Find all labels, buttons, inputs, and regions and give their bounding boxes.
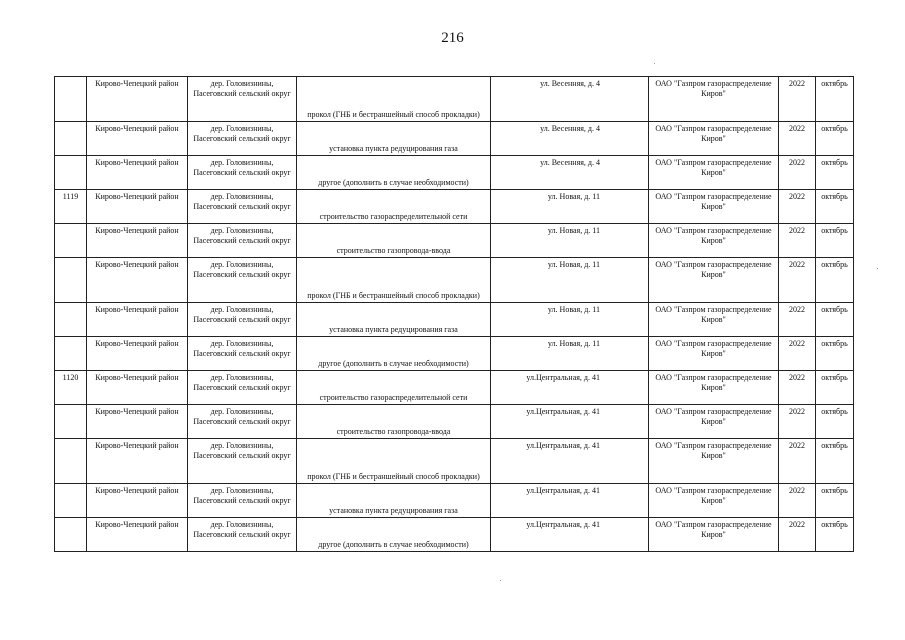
year-cell: 2022 xyxy=(779,190,816,224)
locality-cell xyxy=(188,224,297,258)
table-row xyxy=(55,439,854,484)
organization-line: Киров" xyxy=(701,89,726,98)
locality-line: дер. Головизнины, xyxy=(210,407,274,416)
month-cell: октябрь xyxy=(816,405,854,439)
work-type-cell xyxy=(297,337,491,371)
month-cell: октябрь xyxy=(816,337,854,371)
locality-cell xyxy=(188,484,297,518)
district-cell: Кирово-Чепецкий район xyxy=(87,224,188,258)
locality-line: дер. Головизнины, xyxy=(210,79,274,88)
year-cell: 2022 xyxy=(779,258,816,303)
locality-line: Пасеговский сельский округ xyxy=(193,349,291,358)
locality-line: дер. Головизнины, xyxy=(210,226,274,235)
organization-line: ОАО "Газпром газораспределение xyxy=(655,79,772,88)
locality-cell xyxy=(188,337,297,371)
row-number-cell xyxy=(55,484,87,518)
month-cell: октябрь xyxy=(816,156,854,190)
district-cell: Кирово-Чепецкий район xyxy=(87,258,188,303)
district-cell: Кирово-Чепецкий район xyxy=(87,303,188,337)
organization-line: ОАО "Газпром газораспределение xyxy=(655,260,772,269)
table-row xyxy=(55,371,854,405)
table-row xyxy=(55,405,854,439)
locality-line: Пасеговский сельский округ xyxy=(193,89,291,98)
organization-line: Киров" xyxy=(701,496,726,505)
organization-line: ОАО "Газпром газораспределение xyxy=(655,305,772,314)
locality-line: Пасеговский сельский округ xyxy=(193,451,291,460)
month-cell: октябрь xyxy=(816,518,854,552)
work-type-text: прокол (ГНБ и бестраншейный способ прокладки) xyxy=(307,291,480,300)
address-cell: ул. Новая, д. 11 xyxy=(491,190,649,224)
year-cell: 2022 xyxy=(779,122,816,156)
locality-cell xyxy=(188,439,297,484)
address-cell: ул.Центральная, д. 41 xyxy=(491,484,649,518)
table-row xyxy=(55,190,854,224)
organization-line: ОАО "Газпром газораспределение xyxy=(655,226,772,235)
work-type-cell xyxy=(297,190,491,224)
organization-cell xyxy=(649,190,779,224)
organization-cell xyxy=(649,224,779,258)
organization-line: ОАО "Газпром газораспределение xyxy=(655,520,772,529)
locality-line: дер. Головизнины, xyxy=(210,373,274,382)
work-type-cell xyxy=(297,77,491,122)
work-type-cell xyxy=(297,371,491,405)
district-cell: Кирово-Чепецкий район xyxy=(87,371,188,405)
work-type-cell xyxy=(297,303,491,337)
locality-cell xyxy=(188,190,297,224)
locality-line: дер. Головизнины, xyxy=(210,192,274,201)
organization-line: Киров" xyxy=(701,349,726,358)
organization-line: Киров" xyxy=(701,236,726,245)
locality-cell xyxy=(188,371,297,405)
district-cell: Кирово-Чепецкий район xyxy=(87,439,188,484)
table-row xyxy=(55,122,854,156)
district-cell: Кирово-Чепецкий район xyxy=(87,77,188,122)
row-number-cell xyxy=(55,224,87,258)
table-row xyxy=(55,77,854,122)
locality-cell xyxy=(188,77,297,122)
locality-line: дер. Головизнины, xyxy=(210,441,274,450)
work-type-cell xyxy=(297,518,491,552)
work-type-text: прокол (ГНБ и бестраншейный способ прокладки) xyxy=(307,472,480,481)
district-cell: Кирово-Чепецкий район xyxy=(87,190,188,224)
work-type-text: прокол (ГНБ и бестраншейный способ прокладки) xyxy=(307,110,480,119)
organization-line: ОАО "Газпром газораспределение xyxy=(655,158,772,167)
scan-speck xyxy=(500,580,501,581)
locality-line: Пасеговский сельский округ xyxy=(193,168,291,177)
district-cell: Кирово-Чепецкий район xyxy=(87,484,188,518)
locality-line: дер. Головизнины, xyxy=(210,158,274,167)
organization-cell xyxy=(649,258,779,303)
row-number-cell xyxy=(55,439,87,484)
organization-line: Киров" xyxy=(701,383,726,392)
locality-line: Пасеговский сельский округ xyxy=(193,315,291,324)
organization-line: ОАО "Газпром газораспределение xyxy=(655,124,772,133)
address-cell: ул. Новая, д. 11 xyxy=(491,258,649,303)
month-cell: октябрь xyxy=(816,258,854,303)
address-cell: ул.Центральная, д. 41 xyxy=(491,371,649,405)
organization-line: Киров" xyxy=(701,270,726,279)
organization-cell xyxy=(649,518,779,552)
month-cell: октябрь xyxy=(816,224,854,258)
table-row xyxy=(55,337,854,371)
work-type-text: установка пункта редуцирования газа xyxy=(329,325,458,334)
table-row xyxy=(55,156,854,190)
organization-line: Киров" xyxy=(701,530,726,539)
locality-line: Пасеговский сельский округ xyxy=(193,383,291,392)
organization-line: Киров" xyxy=(701,134,726,143)
organization-cell xyxy=(649,371,779,405)
locality-line: Пасеговский сельский округ xyxy=(193,134,291,143)
work-type-text: строительство газопровода-ввода xyxy=(336,427,451,436)
organization-cell xyxy=(649,77,779,122)
work-type-text: другое (дополнить в случае необходимости) xyxy=(318,178,469,187)
row-number-cell xyxy=(55,258,87,303)
year-cell: 2022 xyxy=(779,303,816,337)
works-table xyxy=(54,76,854,552)
month-cell: октябрь xyxy=(816,484,854,518)
work-type-text: установка пункта редуцирования газа xyxy=(329,144,458,153)
scan-speck xyxy=(877,268,878,269)
organization-line: ОАО "Газпром газораспределение xyxy=(655,373,772,382)
address-cell: ул. Весенняя, д. 4 xyxy=(491,122,649,156)
locality-cell xyxy=(188,122,297,156)
organization-line: Киров" xyxy=(701,168,726,177)
address-cell: ул. Новая, д. 11 xyxy=(491,337,649,371)
address-cell: ул.Центральная, д. 41 xyxy=(491,439,649,484)
table-row xyxy=(55,258,854,303)
work-type-text: другое (дополнить в случае необходимости) xyxy=(318,359,469,368)
year-cell: 2022 xyxy=(779,439,816,484)
year-cell: 2022 xyxy=(779,405,816,439)
row-number-cell xyxy=(55,405,87,439)
work-type-cell xyxy=(297,484,491,518)
month-cell: октябрь xyxy=(816,122,854,156)
row-number-cell xyxy=(55,518,87,552)
table-row xyxy=(55,303,854,337)
work-type-cell xyxy=(297,224,491,258)
row-number-cell xyxy=(55,122,87,156)
locality-line: Пасеговский сельский округ xyxy=(193,270,291,279)
organization-cell xyxy=(649,156,779,190)
locality-line: Пасеговский сельский округ xyxy=(193,530,291,539)
address-cell: ул.Центральная, д. 41 xyxy=(491,405,649,439)
locality-line: Пасеговский сельский округ xyxy=(193,236,291,245)
table-row xyxy=(55,518,854,552)
district-cell: Кирово-Чепецкий район xyxy=(87,156,188,190)
organization-cell xyxy=(649,484,779,518)
district-cell: Кирово-Чепецкий район xyxy=(87,518,188,552)
work-type-cell xyxy=(297,439,491,484)
organization-line: ОАО "Газпром газораспределение xyxy=(655,441,772,450)
locality-cell xyxy=(188,156,297,190)
locality-cell xyxy=(188,405,297,439)
year-cell: 2022 xyxy=(779,484,816,518)
table-row xyxy=(55,484,854,518)
locality-cell xyxy=(188,303,297,337)
organization-cell xyxy=(649,439,779,484)
organization-line: ОАО "Газпром газораспределение xyxy=(655,407,772,416)
organization-line: ОАО "Газпром газораспределение xyxy=(655,192,772,201)
organization-line: Киров" xyxy=(701,202,726,211)
organization-cell xyxy=(649,303,779,337)
row-number-cell xyxy=(55,156,87,190)
row-number-cell xyxy=(55,303,87,337)
work-type-text: строительство газопровода-ввода xyxy=(336,246,451,255)
organization-cell xyxy=(649,337,779,371)
locality-line: дер. Головизнины, xyxy=(210,124,274,133)
address-cell: ул. Весенняя, д. 4 xyxy=(491,156,649,190)
year-cell: 2022 xyxy=(779,518,816,552)
work-type-text: строительство газораспределительной сети xyxy=(319,393,468,402)
work-type-cell xyxy=(297,405,491,439)
address-cell: ул. Весенняя, д. 4 xyxy=(491,77,649,122)
organization-line: Киров" xyxy=(701,451,726,460)
year-cell: 2022 xyxy=(779,77,816,122)
page-number: 216 xyxy=(441,30,464,46)
locality-line: дер. Головизнины, xyxy=(210,305,274,314)
month-cell: октябрь xyxy=(816,371,854,405)
address-cell: ул. Новая, д. 11 xyxy=(491,303,649,337)
year-cell: 2022 xyxy=(779,371,816,405)
year-cell: 2022 xyxy=(779,337,816,371)
locality-line: дер. Головизнины, xyxy=(210,486,274,495)
row-number-cell xyxy=(55,77,87,122)
month-cell: октябрь xyxy=(816,303,854,337)
work-type-text: другое (дополнить в случае необходимости) xyxy=(318,540,469,549)
row-number-cell xyxy=(55,337,87,371)
month-cell: октябрь xyxy=(816,190,854,224)
organization-line: Киров" xyxy=(701,417,726,426)
work-type-text: строительство газораспределительной сети xyxy=(319,212,468,221)
district-cell: Кирово-Чепецкий район xyxy=(87,405,188,439)
year-cell: 2022 xyxy=(779,224,816,258)
address-cell: ул.Центральная, д. 41 xyxy=(491,518,649,552)
organization-line: ОАО "Газпром газораспределение xyxy=(655,486,772,495)
district-cell: Кирово-Чепецкий район xyxy=(87,337,188,371)
month-cell: октябрь xyxy=(816,439,854,484)
organization-line: ОАО "Газпром газораспределение xyxy=(655,339,772,348)
locality-line: Пасеговский сельский округ xyxy=(193,202,291,211)
table-row xyxy=(55,224,854,258)
locality-line: Пасеговский сельский округ xyxy=(193,417,291,426)
month-cell: октябрь xyxy=(816,77,854,122)
row-number-cell: 1119 xyxy=(55,190,87,224)
address-cell: ул. Новая, д. 11 xyxy=(491,224,649,258)
locality-line: дер. Головизнины, xyxy=(210,520,274,529)
organization-cell xyxy=(649,405,779,439)
work-type-cell xyxy=(297,258,491,303)
year-cell: 2022 xyxy=(779,156,816,190)
district-cell: Кирово-Чепецкий район xyxy=(87,122,188,156)
organization-cell xyxy=(649,122,779,156)
row-number-cell: 1120 xyxy=(55,371,87,405)
scan-speck xyxy=(654,63,655,64)
work-type-text: установка пункта редуцирования газа xyxy=(329,506,458,515)
locality-line: дер. Головизнины, xyxy=(210,260,274,269)
locality-line: дер. Головизнины, xyxy=(210,339,274,348)
locality-cell xyxy=(188,258,297,303)
locality-line: Пасеговский сельский округ xyxy=(193,496,291,505)
work-type-cell xyxy=(297,122,491,156)
organization-line: Киров" xyxy=(701,315,726,324)
locality-cell xyxy=(188,518,297,552)
work-type-cell xyxy=(297,156,491,190)
